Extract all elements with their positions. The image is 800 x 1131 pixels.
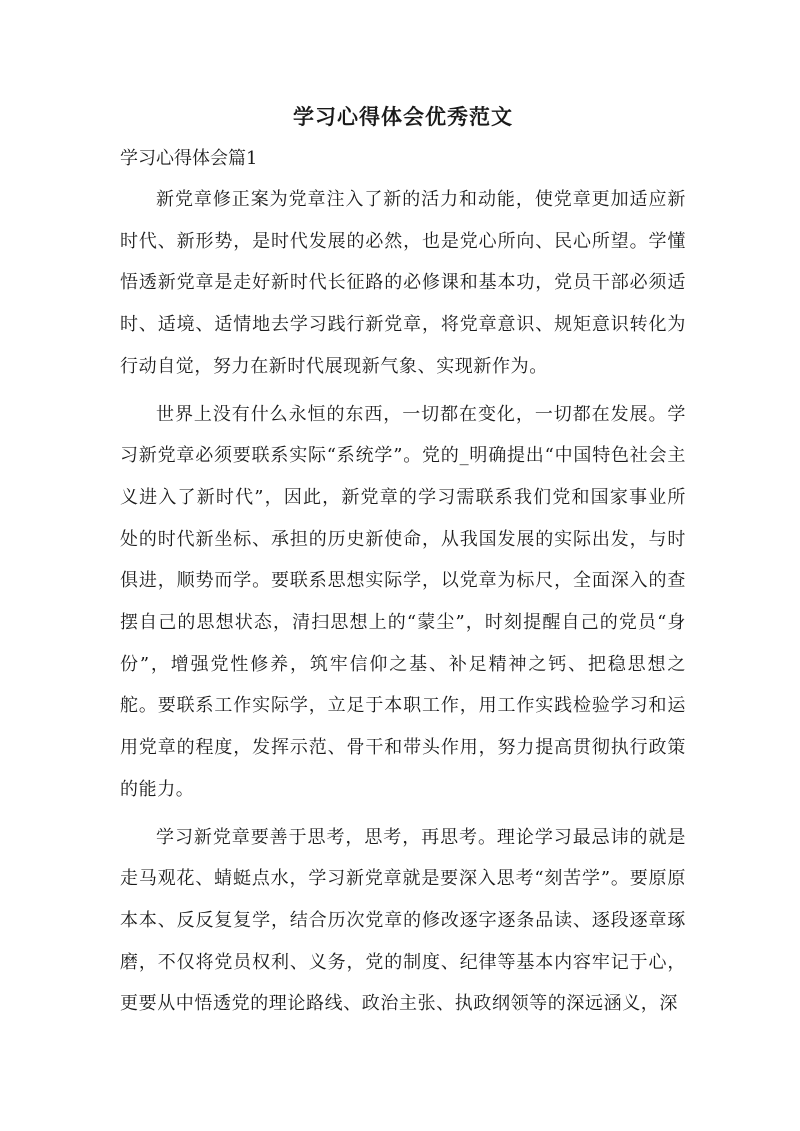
paragraph-3: 学习新党章要善于思考，思考，再思考。理论学习最忌讳的就是走马观花、蜻蜓点水，学习新党章就是要深入思考“刻苦学”。要原原本本、反反复复学，结合历次党章的修改逐字逐条品读、逐段逐章琢磨，不仅将党员权利、义务，党的制度、纪律等基本内容牢记于心，更要从中悟透党的理论路线、政治主张、执政纲领等的深远涵义，深	[120, 826, 686, 1015]
paragraph-2: 世界上没有什么永恒的东西，一切都在变化，一切都在发展。学习新党章必须要联系实际“系统学”。党的_明确提出“中国特色社会主义进入了新时代”，因此，新党章的学习需联系我们党和国家事业所处的时代新坐标、承担的历史新使命，从我国发展的实际出发，与时俱进，顺势而学。要联系思想实际学，以党章为标尺，全面深入的查摆自己的思想状态，清扫思想上的“蒙尘”，时刻提醒自己的党员“身份”，增强党性修养，筑牢信仰之基、补足精神之钙、把稳思想之舵。要联系工作实际学，立足于本职工作，用工作实践检验学习和运用党章的程度，发挥示范、骨干和带头作用，努力提高贯彻执行政策的能力。	[120, 403, 686, 800]
document-title: 学习心得体会优秀范文	[293, 104, 513, 129]
paragraph-1: 新党章修正案为党章注入了新的活力和动能，使党章更加适应新时代、新形势，是时代发展的必然，也是党心所向、民心所望。学懂悟透新党章是走好新时代长征路的必修课和基本功，党员干部必须适时、适境、适情地去学习践行新党章，将党章意识、规矩意识转化为行动自觉，努力在新时代展现新气象、实现新作为。	[120, 189, 686, 377]
section-heading: 学习心得体会篇1	[120, 148, 258, 169]
document-page	[120, 95, 686, 1031]
